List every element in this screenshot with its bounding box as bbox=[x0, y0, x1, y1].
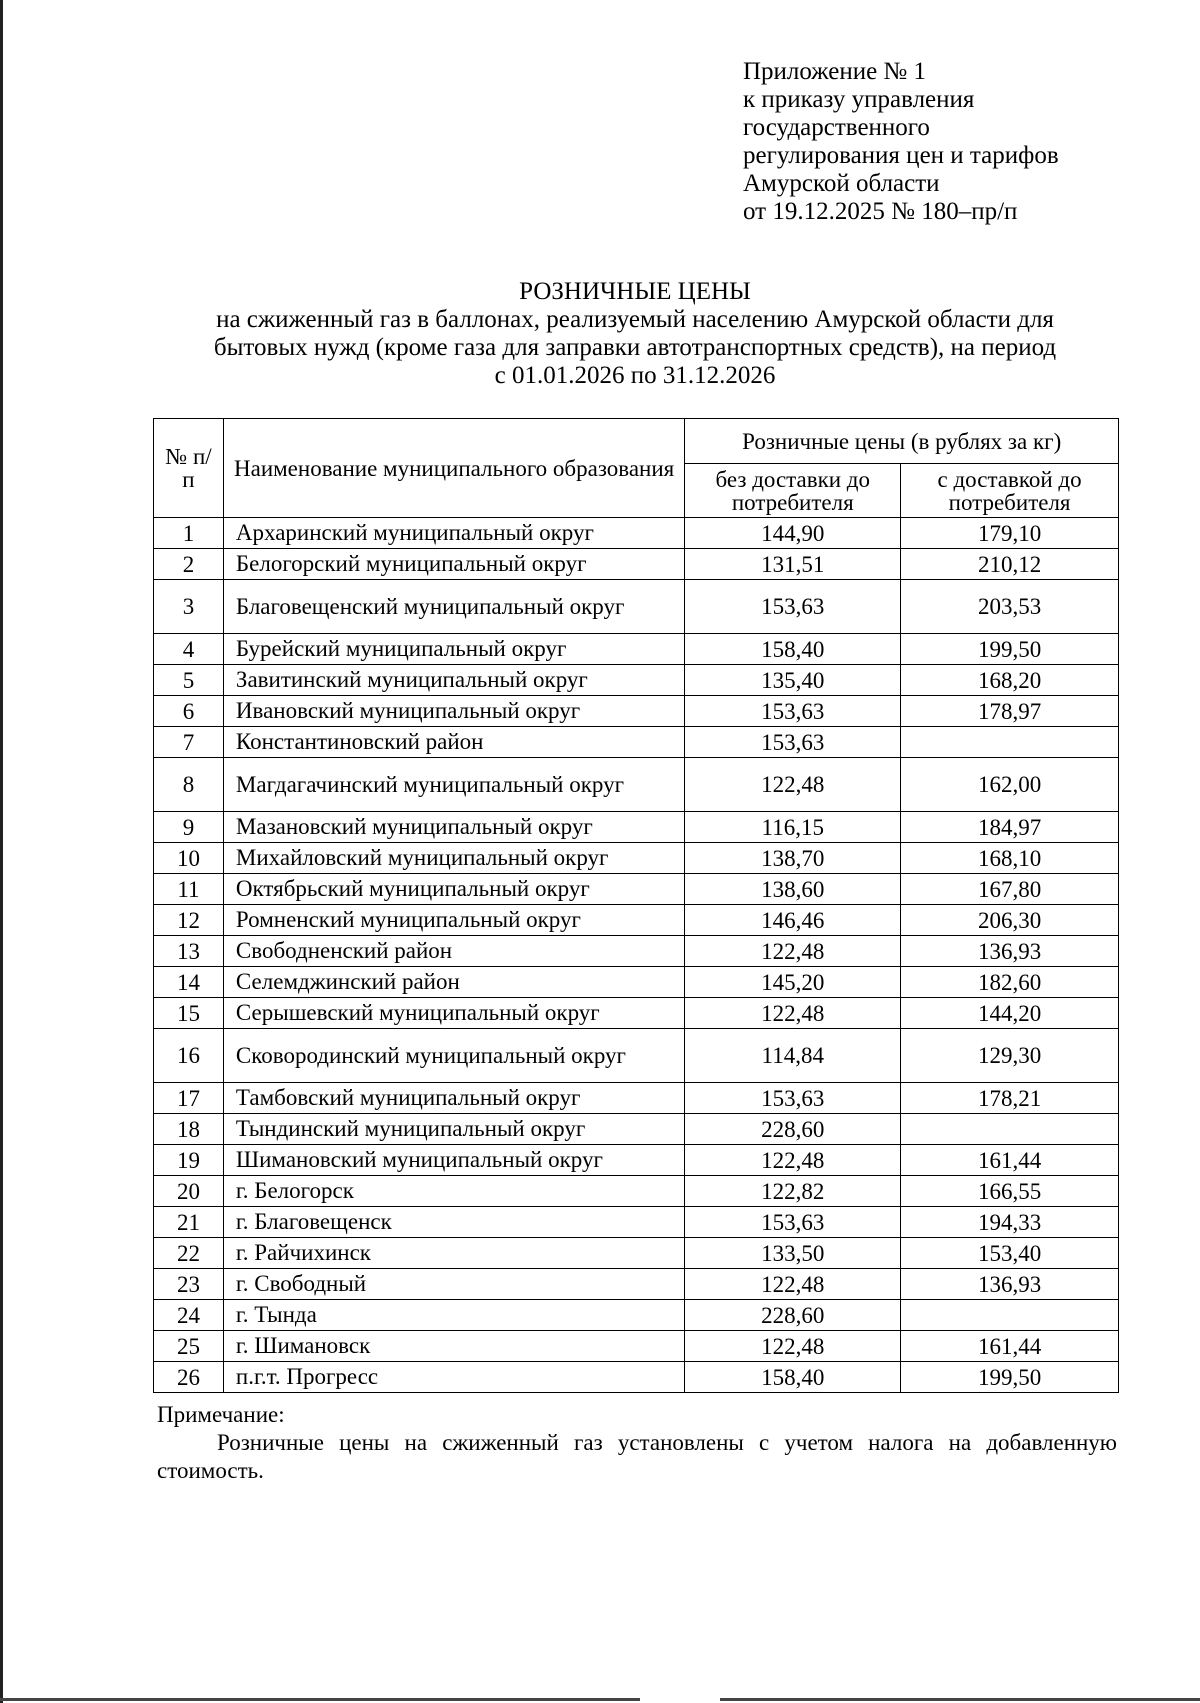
table-row bbox=[154, 696, 1119, 727]
row-number: 1 bbox=[154, 518, 224, 549]
row-price-with-delivery: 199,50 bbox=[901, 634, 1119, 665]
row-price-with-delivery: 179,10 bbox=[901, 518, 1119, 549]
table-row bbox=[154, 1207, 1119, 1238]
row-price-with-delivery: 178,97 bbox=[901, 696, 1119, 727]
row-number: 3 bbox=[154, 580, 224, 634]
row-municipality: г. Белогорск bbox=[223, 1176, 684, 1207]
row-municipality: Шимановский муниципальный округ bbox=[223, 1145, 684, 1176]
row-price-without-delivery: 122,48 bbox=[685, 1269, 901, 1300]
row-municipality: Михайловский муниципальный округ bbox=[223, 843, 684, 874]
row-municipality: п.г.т. Прогресс bbox=[223, 1362, 684, 1393]
row-number: 6 bbox=[154, 696, 224, 727]
row-municipality: Октябрьский муниципальный округ bbox=[223, 874, 684, 905]
row-price-with-delivery: 167,80 bbox=[901, 874, 1119, 905]
row-price-without-delivery: 135,40 bbox=[685, 665, 901, 696]
table-row bbox=[154, 843, 1119, 874]
appendix-line: регулирования цен и тарифов bbox=[743, 142, 1059, 169]
row-number: 7 bbox=[154, 727, 224, 758]
row-number: 8 bbox=[154, 758, 224, 812]
row-municipality: Ромненский муниципальный округ bbox=[223, 905, 684, 936]
table-row bbox=[154, 518, 1119, 549]
row-municipality: Ивановский муниципальный округ bbox=[223, 696, 684, 727]
row-number: 23 bbox=[154, 1269, 224, 1300]
row-price-without-delivery: 138,70 bbox=[685, 843, 901, 874]
prices-table bbox=[153, 418, 1119, 1393]
table-row bbox=[154, 936, 1119, 967]
document-period: с 01.01.2026 по 31.12.2026 bbox=[494, 362, 776, 389]
table-row bbox=[154, 665, 1119, 696]
row-number: 16 bbox=[154, 1029, 224, 1083]
row-municipality: Селемджинский район bbox=[223, 967, 684, 998]
row-number: 20 bbox=[154, 1176, 224, 1207]
table-row bbox=[154, 580, 1119, 634]
row-price-without-delivery: 153,63 bbox=[685, 1207, 901, 1238]
table-row bbox=[154, 1029, 1119, 1083]
header-prices: Розничные цены (в рублях за кг) bbox=[685, 419, 1119, 464]
note-body: Розничные цены на сжиженный газ установлены с учетом налога на добавленную стоимость. bbox=[157, 1430, 1117, 1483]
row-price-without-delivery: 133,50 bbox=[685, 1238, 901, 1269]
row-price-without-delivery: 228,60 bbox=[685, 1300, 901, 1331]
table-row bbox=[154, 967, 1119, 998]
row-number: 4 bbox=[154, 634, 224, 665]
note-label: Примечание: bbox=[157, 1402, 285, 1427]
header-with-delivery: с доставкой до потребителя bbox=[901, 464, 1119, 518]
row-price-without-delivery: 122,82 bbox=[685, 1176, 901, 1207]
row-price-without-delivery: 153,63 bbox=[685, 696, 901, 727]
row-number: 11 bbox=[154, 874, 224, 905]
row-price-with-delivery: 144,20 bbox=[901, 998, 1119, 1029]
row-municipality: г. Свободный bbox=[223, 1269, 684, 1300]
appendix-line: к приказу управления bbox=[743, 86, 975, 113]
table-row bbox=[154, 1083, 1119, 1114]
row-municipality: Сковородинский муниципальный округ bbox=[223, 1029, 684, 1083]
table-row bbox=[154, 1238, 1119, 1269]
row-price-with-delivery: 210,12 bbox=[901, 549, 1119, 580]
row-price-without-delivery: 122,48 bbox=[685, 1331, 901, 1362]
row-municipality: Тындинский муниципальный округ bbox=[223, 1114, 684, 1145]
appendix-reference bbox=[743, 58, 1059, 226]
row-price-with-delivery: 129,30 bbox=[901, 1029, 1119, 1083]
header-municipality: Наименование муниципального образования bbox=[223, 419, 684, 518]
row-municipality: г. Шимановск bbox=[223, 1331, 684, 1362]
document-subtitle-line: на сжиженный газ в баллонах, реализуемый населению Амурской области для bbox=[216, 306, 1054, 333]
row-price-without-delivery: 138,60 bbox=[685, 874, 901, 905]
table-header-row bbox=[154, 419, 1119, 464]
row-number: 12 bbox=[154, 905, 224, 936]
appendix-line: Приложение № 1 bbox=[743, 58, 927, 85]
row-price-without-delivery: 122,48 bbox=[685, 998, 901, 1029]
header-number: № п/п bbox=[154, 419, 224, 518]
table-row bbox=[154, 1362, 1119, 1393]
row-price-without-delivery: 153,63 bbox=[685, 580, 901, 634]
row-price-without-delivery: 145,20 bbox=[685, 967, 901, 998]
scan-bottom-line bbox=[0, 1698, 1200, 1701]
row-municipality: Белогорский муниципальный округ bbox=[223, 549, 684, 580]
table-row bbox=[154, 1176, 1119, 1207]
row-number: 24 bbox=[154, 1300, 224, 1331]
table-row bbox=[154, 998, 1119, 1029]
row-price-without-delivery: 228,60 bbox=[685, 1114, 901, 1145]
row-price-with-delivery: 194,33 bbox=[901, 1207, 1119, 1238]
row-municipality: Тамбовский муниципальный округ bbox=[223, 1083, 684, 1114]
row-price-with-delivery: 203,53 bbox=[901, 580, 1119, 634]
table-row bbox=[154, 1331, 1119, 1362]
row-number: 15 bbox=[154, 998, 224, 1029]
table-row bbox=[154, 905, 1119, 936]
row-price-with-delivery: 182,60 bbox=[901, 967, 1119, 998]
row-price-without-delivery: 153,63 bbox=[685, 1083, 901, 1114]
appendix-line: Амурской области bbox=[743, 170, 940, 197]
table-row bbox=[154, 1300, 1119, 1331]
row-price-with-delivery: 136,93 bbox=[901, 1269, 1119, 1300]
row-price-without-delivery: 131,51 bbox=[685, 549, 901, 580]
row-price-with-delivery: 199,50 bbox=[901, 1362, 1119, 1393]
row-number: 22 bbox=[154, 1238, 224, 1269]
row-price-without-delivery: 122,48 bbox=[685, 936, 901, 967]
table-row bbox=[154, 812, 1119, 843]
row-price-with-delivery: 168,10 bbox=[901, 843, 1119, 874]
table-row bbox=[154, 758, 1119, 812]
row-price-without-delivery: 116,15 bbox=[685, 812, 901, 843]
row-number: 21 bbox=[154, 1207, 224, 1238]
table-row bbox=[154, 1269, 1119, 1300]
document-subtitle-line: бытовых нужд (кроме газа для заправки автотранспортных средств), на период bbox=[213, 334, 1057, 361]
row-price-with-delivery: 161,44 bbox=[901, 1331, 1119, 1362]
row-number: 14 bbox=[154, 967, 224, 998]
row-price-without-delivery: 122,48 bbox=[685, 1145, 901, 1176]
row-price-with-delivery: 161,44 bbox=[901, 1145, 1119, 1176]
row-price-without-delivery: 122,48 bbox=[685, 758, 901, 812]
row-price-with-delivery bbox=[901, 1300, 1119, 1331]
row-price-with-delivery bbox=[901, 727, 1119, 758]
row-price-with-delivery: 184,97 bbox=[901, 812, 1119, 843]
row-price-with-delivery: 206,30 bbox=[901, 905, 1119, 936]
table-row bbox=[154, 1114, 1119, 1145]
row-price-with-delivery: 162,00 bbox=[901, 758, 1119, 812]
document-title: РОЗНИЧНЫЕ ЦЕНЫ bbox=[519, 278, 751, 305]
row-number: 5 bbox=[154, 665, 224, 696]
row-number: 18 bbox=[154, 1114, 224, 1145]
table-row bbox=[154, 634, 1119, 665]
row-number: 19 bbox=[154, 1145, 224, 1176]
document-heading bbox=[140, 278, 1130, 390]
row-municipality: Магдагачинский муниципальный округ bbox=[223, 758, 684, 812]
note-section bbox=[157, 1401, 1117, 1485]
table-row bbox=[154, 874, 1119, 905]
row-municipality: г. Тында bbox=[223, 1300, 684, 1331]
row-municipality: Бурейский муниципальный округ bbox=[223, 634, 684, 665]
row-price-with-delivery: 178,21 bbox=[901, 1083, 1119, 1114]
row-price-without-delivery: 158,40 bbox=[685, 1362, 901, 1393]
scan-bottom-gap bbox=[640, 1698, 720, 1701]
row-number: 26 bbox=[154, 1362, 224, 1393]
table-row bbox=[154, 1145, 1119, 1176]
row-price-with-delivery: 153,40 bbox=[901, 1238, 1119, 1269]
row-price-without-delivery: 144,90 bbox=[685, 518, 901, 549]
row-price-with-delivery bbox=[901, 1114, 1119, 1145]
row-municipality: Свободненский район bbox=[223, 936, 684, 967]
row-price-without-delivery: 158,40 bbox=[685, 634, 901, 665]
row-municipality: Константиновский район bbox=[223, 727, 684, 758]
row-municipality: г. Благовещенск bbox=[223, 1207, 684, 1238]
appendix-line: от 19.12.2025 № 180–пр/п bbox=[743, 198, 1018, 225]
row-municipality: Завитинский муниципальный округ bbox=[223, 665, 684, 696]
table-row bbox=[154, 549, 1119, 580]
header-without-delivery: без доставки до потребителя bbox=[685, 464, 901, 518]
table-body bbox=[154, 518, 1119, 1393]
scan-edge-line bbox=[0, 0, 3, 1703]
row-number: 13 bbox=[154, 936, 224, 967]
row-municipality: Архаринский муниципальный округ bbox=[223, 518, 684, 549]
table-row bbox=[154, 727, 1119, 758]
row-number: 17 bbox=[154, 1083, 224, 1114]
row-price-with-delivery: 168,20 bbox=[901, 665, 1119, 696]
row-municipality: Серышевский муниципальный округ bbox=[223, 998, 684, 1029]
appendix-line: государственного bbox=[743, 114, 930, 141]
row-price-without-delivery: 114,84 bbox=[685, 1029, 901, 1083]
row-price-without-delivery: 146,46 bbox=[685, 905, 901, 936]
row-number: 9 bbox=[154, 812, 224, 843]
row-municipality: Благовещенский муниципальный округ bbox=[223, 580, 684, 634]
row-municipality: Мазановский муниципальный округ bbox=[223, 812, 684, 843]
row-number: 25 bbox=[154, 1331, 224, 1362]
row-price-with-delivery: 166,55 bbox=[901, 1176, 1119, 1207]
row-number: 10 bbox=[154, 843, 224, 874]
row-number: 2 bbox=[154, 549, 224, 580]
row-municipality: г. Райчихинск bbox=[223, 1238, 684, 1269]
row-price-with-delivery: 136,93 bbox=[901, 936, 1119, 967]
row-price-without-delivery: 153,63 bbox=[685, 727, 901, 758]
